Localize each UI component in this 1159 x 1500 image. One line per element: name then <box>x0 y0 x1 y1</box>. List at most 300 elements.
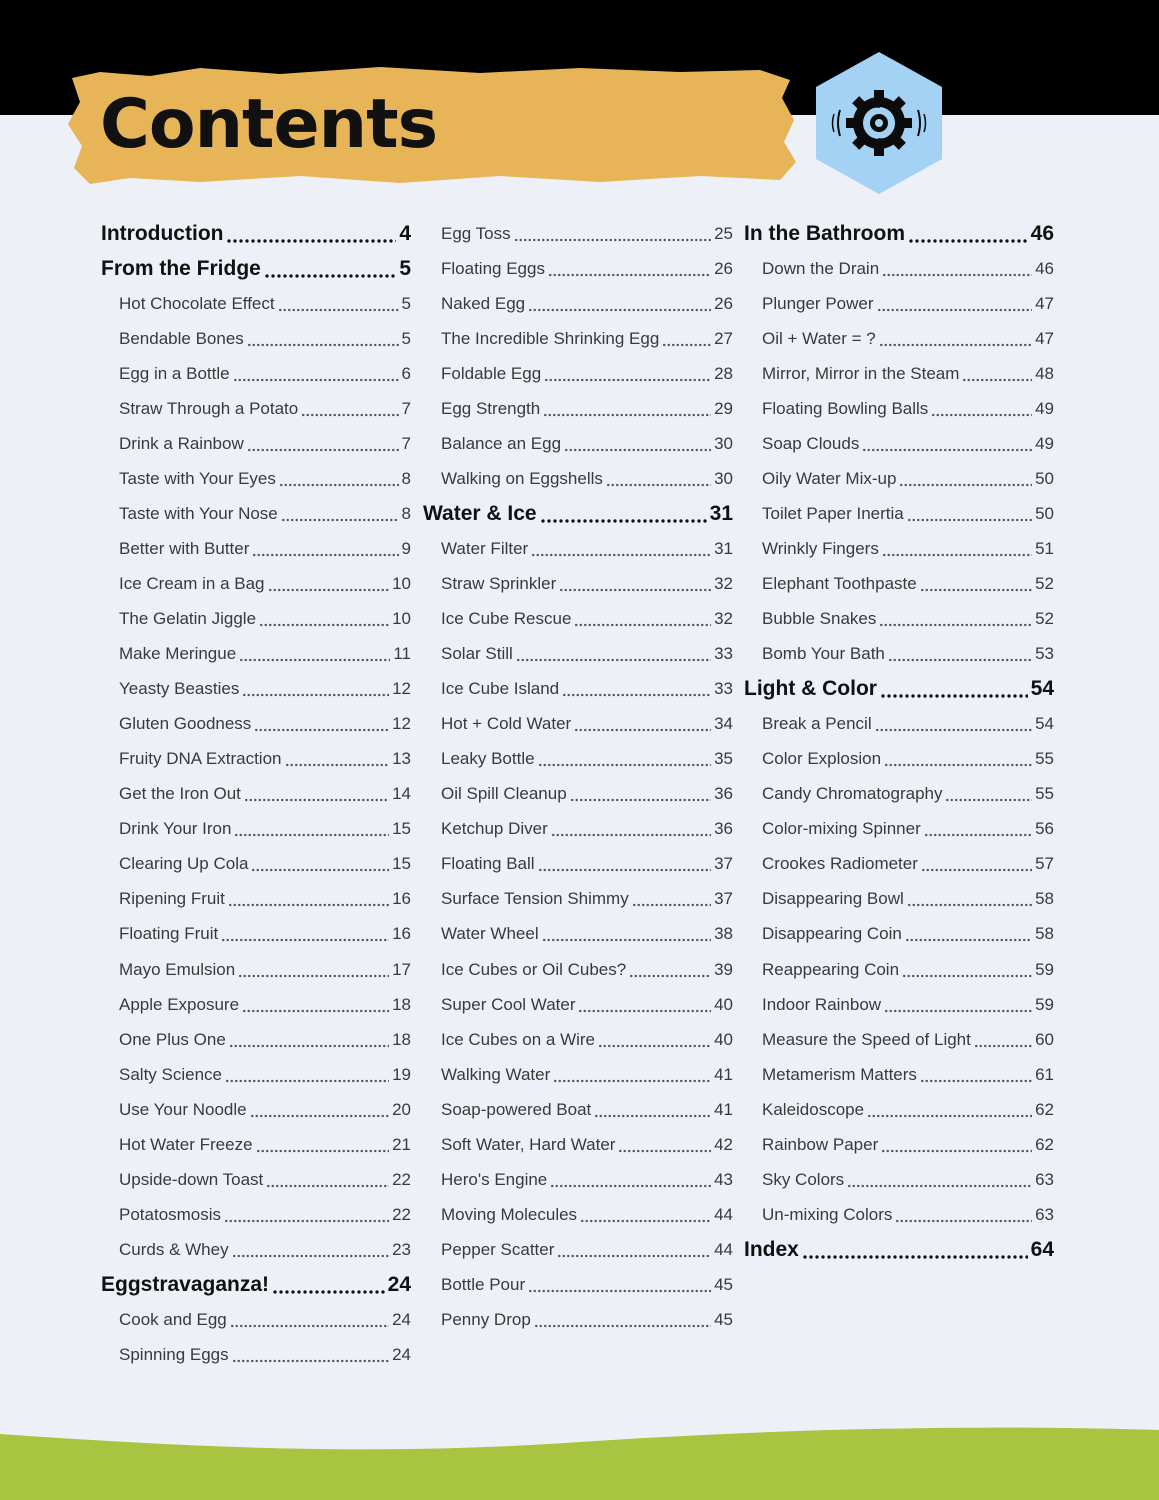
entry-title: Naked Egg <box>441 293 526 313</box>
entry-title: Upside-down Toast <box>119 1169 264 1189</box>
toc-entry <box>423 566 733 601</box>
dot-leader <box>221 938 389 942</box>
entry-title: Bottle Pour <box>441 1274 526 1294</box>
toc-entry <box>101 286 411 321</box>
entry-title: Egg Strength <box>441 398 541 418</box>
entry-title: Drink a Rainbow <box>119 433 244 453</box>
toc-entry <box>744 251 1054 286</box>
entry-title: Moving Molecules <box>441 1204 578 1224</box>
page-number: 31 <box>709 501 733 525</box>
entry-title: Wrinkly Fingers <box>762 538 879 558</box>
toc-entry <box>744 602 1054 637</box>
toc-section-entry <box>101 216 411 251</box>
dot-leader <box>895 1219 1032 1223</box>
entry-title: Water Wheel <box>441 924 539 944</box>
dot-leader <box>899 483 1032 487</box>
page-number: 28 <box>714 363 733 383</box>
toc-entry <box>101 917 411 952</box>
dot-leader <box>239 658 390 662</box>
page-number: 48 <box>1035 363 1054 383</box>
toc-entry <box>101 531 411 566</box>
entry-title: Get the Iron Out <box>119 784 241 804</box>
entry-title: Straw Through a Potato <box>119 398 299 418</box>
entry-title: Soft Water, Hard Water <box>441 1134 616 1154</box>
toc-entry <box>423 356 733 391</box>
dot-leader <box>266 1184 389 1188</box>
entry-title: Floating Fruit <box>119 924 219 944</box>
toc-entry <box>423 882 733 917</box>
page-number: 41 <box>714 1064 733 1084</box>
toc-entry <box>101 356 411 391</box>
entry-title: Eggstravaganza! <box>101 1272 270 1296</box>
entry-title: Potatosmosis <box>119 1204 222 1224</box>
entry-title: Oil Spill Cleanup <box>441 784 567 804</box>
dot-leader <box>247 343 399 347</box>
dot-leader <box>251 868 389 872</box>
toc-entry <box>423 847 733 882</box>
entry-title: Color Explosion <box>762 749 882 769</box>
dot-leader <box>238 974 389 978</box>
toc-entry <box>101 847 411 882</box>
toc-entry <box>101 1302 411 1337</box>
dot-leader <box>264 274 396 278</box>
dot-leader <box>606 483 711 487</box>
entry-title: Bomb Your Bath <box>762 644 885 664</box>
entry-title: Floating Ball <box>441 854 535 874</box>
entry-title: Introduction <box>101 221 224 245</box>
entry-title: Oily Water Mix-up <box>762 468 897 488</box>
dot-leader <box>252 553 398 557</box>
dot-leader <box>574 623 711 627</box>
page-number: 26 <box>714 293 733 313</box>
dot-leader <box>225 1079 389 1083</box>
page-number: 63 <box>1035 1169 1054 1189</box>
page-number: 42 <box>714 1134 733 1154</box>
toc-entry <box>101 1057 411 1092</box>
dot-leader <box>879 623 1032 627</box>
toc-entry <box>744 391 1054 426</box>
toc-entry <box>744 496 1054 531</box>
toc-entry <box>744 812 1054 847</box>
dot-leader <box>268 588 390 592</box>
dot-leader <box>570 798 711 802</box>
dot-leader <box>516 658 711 662</box>
toc-section-entry <box>423 496 733 531</box>
dot-leader <box>229 1044 389 1048</box>
entry-title: Better with Butter <box>119 538 250 558</box>
entry-title: Measure the Speed of Light <box>762 1029 971 1049</box>
entry-title: Use Your Noodle <box>119 1099 247 1119</box>
entry-title: Down the Drain <box>762 258 880 278</box>
entry-title: Candy Chromatography <box>762 784 943 804</box>
page-number: 37 <box>714 889 733 909</box>
toc-entry <box>423 812 733 847</box>
entry-title: Solar Still <box>441 644 513 664</box>
entry-title: Clearing Up Cola <box>119 854 249 874</box>
entry-title: Oil + Water = ? <box>762 328 876 348</box>
dot-leader <box>920 588 1032 592</box>
dot-leader <box>232 1359 389 1363</box>
dot-leader <box>877 308 1033 312</box>
page-number: 22 <box>392 1169 411 1189</box>
toc-entry <box>423 672 733 707</box>
entry-title: Color-mixing Spinner <box>762 819 921 839</box>
entry-title: Reappearing Coin <box>762 959 900 979</box>
entry-title: Water Filter <box>441 538 529 558</box>
page-number: 30 <box>714 468 733 488</box>
page-number: 10 <box>392 609 411 629</box>
dot-leader <box>908 239 1028 243</box>
dot-leader <box>254 728 389 732</box>
toc-column-2 <box>423 216 733 1338</box>
toc-entry <box>744 1022 1054 1057</box>
page-number: 45 <box>714 1274 733 1294</box>
page-number: 59 <box>1035 994 1054 1014</box>
toc-entry <box>744 461 1054 496</box>
dot-leader <box>256 1149 390 1153</box>
dot-leader <box>534 1324 711 1328</box>
page-number: 52 <box>1035 609 1054 629</box>
page-number: 25 <box>714 223 733 243</box>
toc-entry <box>423 1302 733 1337</box>
dot-leader <box>921 868 1032 872</box>
page-number: 7 <box>401 398 411 418</box>
toc-entry <box>423 1092 733 1127</box>
entry-title: Walking on Eggshells <box>441 468 603 488</box>
toc-entry <box>101 1092 411 1127</box>
page-number: 44 <box>714 1204 733 1224</box>
page-number: 13 <box>392 749 411 769</box>
dot-leader <box>228 903 389 907</box>
entry-title: Hot Chocolate Effect <box>119 293 275 313</box>
dot-leader <box>574 728 711 732</box>
toc-entry <box>744 1197 1054 1232</box>
dot-leader <box>540 519 707 523</box>
page-number: 54 <box>1035 714 1054 734</box>
dot-leader <box>553 1079 711 1083</box>
dot-leader <box>279 483 399 487</box>
page-title: Contents <box>100 85 438 164</box>
page-number: 53 <box>1035 644 1054 664</box>
dot-leader <box>924 833 1032 837</box>
entry-title: Ice Cube Island <box>441 679 560 699</box>
page-number: 12 <box>392 679 411 699</box>
toc-entry <box>423 1267 733 1302</box>
page-number: 58 <box>1035 924 1054 944</box>
dot-leader <box>234 833 389 837</box>
dot-leader <box>230 1324 389 1328</box>
entry-title: Bendable Bones <box>119 328 244 348</box>
dot-leader <box>285 763 390 767</box>
page-number: 32 <box>714 573 733 593</box>
page-number: 45 <box>714 1309 733 1329</box>
toc-entry <box>744 426 1054 461</box>
dot-leader <box>244 798 389 802</box>
toc-section-entry <box>744 672 1054 707</box>
page-number: 63 <box>1035 1204 1054 1224</box>
dot-leader <box>598 1044 711 1048</box>
dot-leader <box>224 1219 389 1223</box>
dot-leader <box>618 1149 711 1153</box>
toc-entry <box>101 882 411 917</box>
dot-leader <box>945 798 1032 802</box>
toc-entry <box>101 426 411 461</box>
dot-leader <box>882 553 1032 557</box>
dot-leader <box>884 1009 1032 1013</box>
toc-entry <box>744 321 1054 356</box>
entry-title: Toilet Paper Inertia <box>762 503 904 523</box>
dot-leader <box>905 938 1032 942</box>
entry-title: Un-mixing Colors <box>762 1204 893 1224</box>
page-number: 59 <box>1035 959 1054 979</box>
toc-entry <box>423 216 733 251</box>
toc-entry <box>744 566 1054 601</box>
page-number: 49 <box>1035 398 1054 418</box>
page-number: 31 <box>714 538 733 558</box>
toc-entry <box>101 777 411 812</box>
page-number: 52 <box>1035 573 1054 593</box>
toc-entry <box>423 321 733 356</box>
entry-title: Elephant Toothpaste <box>762 573 917 593</box>
entry-title: Rainbow Paper <box>762 1134 879 1154</box>
entry-title: Straw Sprinkler <box>441 573 557 593</box>
entry-title: In the Bathroom <box>744 221 905 245</box>
entry-title: Light & Color <box>744 677 877 701</box>
toc-entry <box>101 321 411 356</box>
entry-title: Ketchup Diver <box>441 819 548 839</box>
dot-leader <box>562 693 711 697</box>
toc-entry <box>101 1022 411 1057</box>
page-number: 56 <box>1035 819 1054 839</box>
entry-title: Cook and Egg <box>119 1309 227 1329</box>
toc-entry <box>423 1127 733 1162</box>
dot-leader <box>931 413 1032 417</box>
entry-title: Balance an Egg <box>441 433 562 453</box>
page-number: 9 <box>401 538 411 558</box>
page-number: 14 <box>392 784 411 804</box>
entry-title: Gluten Goodness <box>119 714 252 734</box>
toc-column-3 <box>744 216 1054 1267</box>
toc-entry <box>423 987 733 1022</box>
page-number: 5 <box>401 293 411 313</box>
page-number: 17 <box>392 959 411 979</box>
entry-title: Curds & Whey <box>119 1239 229 1259</box>
dot-leader <box>802 1255 1028 1259</box>
dot-leader <box>629 974 711 978</box>
dot-leader <box>557 1254 711 1258</box>
page-number: 15 <box>392 819 411 839</box>
toc-entry <box>101 566 411 601</box>
toc-entry <box>423 952 733 987</box>
page-number: 51 <box>1035 538 1054 558</box>
entry-title: Ice Cream in a Bag <box>119 573 265 593</box>
dot-leader <box>226 239 396 243</box>
dot-leader <box>551 833 711 837</box>
dot-leader <box>902 974 1032 978</box>
entry-title: Index <box>744 1237 799 1261</box>
page-number: 62 <box>1035 1134 1054 1154</box>
page-number: 29 <box>714 398 733 418</box>
entry-title: Drink Your Iron <box>119 819 232 839</box>
page-number: 34 <box>714 714 733 734</box>
toc-entry <box>423 251 733 286</box>
page-number: 60 <box>1035 1029 1054 1049</box>
entry-title: Disappearing Bowl <box>762 889 904 909</box>
dot-leader <box>548 273 711 277</box>
page-number: 55 <box>1035 749 1054 769</box>
toc-entry <box>744 777 1054 812</box>
page-number: 5 <box>399 256 411 280</box>
dot-leader <box>528 1289 711 1293</box>
toc-entry <box>744 742 1054 777</box>
page-number: 6 <box>401 363 411 383</box>
toc-entry <box>423 391 733 426</box>
toc-entry <box>423 917 733 952</box>
page-number: 24 <box>392 1309 411 1329</box>
toc-entry <box>101 812 411 847</box>
page-number: 7 <box>401 433 411 453</box>
dot-leader <box>233 378 399 382</box>
page-number: 35 <box>714 749 733 769</box>
page-number: 4 <box>399 221 411 245</box>
dot-leader <box>974 1044 1032 1048</box>
toc-entry <box>423 286 733 321</box>
page-number: 36 <box>714 819 733 839</box>
toc-section-entry <box>101 251 411 286</box>
page-number: 10 <box>392 573 411 593</box>
page-number: 44 <box>714 1239 733 1259</box>
dot-leader <box>564 448 711 452</box>
page-number: 58 <box>1035 889 1054 909</box>
toc-entry <box>744 286 1054 321</box>
green-ground-wave <box>0 1420 1159 1500</box>
dot-leader <box>544 378 711 382</box>
toc-section-entry <box>744 216 1054 251</box>
toc-entry <box>744 1092 1054 1127</box>
toc-entry <box>423 426 733 461</box>
entry-title: Ice Cube Rescue <box>441 609 572 629</box>
entry-title: Kaleidoscope <box>762 1099 865 1119</box>
entry-title: Mirror, Mirror in the Steam <box>762 363 960 383</box>
dot-leader <box>907 518 1032 522</box>
dot-leader <box>862 448 1032 452</box>
page-number: 50 <box>1035 468 1054 488</box>
page-number: 27 <box>714 328 733 348</box>
entry-title: Fruity DNA Extraction <box>119 749 282 769</box>
dot-leader <box>538 868 712 872</box>
entry-title: Break a Pencil <box>762 714 872 734</box>
toc-entry <box>101 1197 411 1232</box>
dot-leader <box>888 658 1032 662</box>
toc-entry <box>744 637 1054 672</box>
toc-entry <box>744 917 1054 952</box>
entry-title: Make Meringue <box>119 644 237 664</box>
toc-entry <box>423 602 733 637</box>
toc-entry <box>423 1022 733 1057</box>
page-number: 5 <box>401 328 411 348</box>
page-number: 12 <box>392 714 411 734</box>
entry-title: Sky Colors <box>762 1169 845 1189</box>
page-number: 40 <box>714 994 733 1014</box>
toc-entry <box>744 356 1054 391</box>
entry-title: Egg in a Bottle <box>119 363 230 383</box>
page-number: 18 <box>392 1029 411 1049</box>
page-number: 20 <box>392 1099 411 1119</box>
page-number: 40 <box>714 1029 733 1049</box>
page-number: 46 <box>1030 221 1054 245</box>
page-number: 33 <box>714 679 733 699</box>
toc-entry <box>101 952 411 987</box>
dot-leader <box>879 343 1032 347</box>
entry-title: Super Cool Water <box>441 994 576 1014</box>
toc-entry <box>101 1232 411 1267</box>
entry-title: Salty Science <box>119 1064 222 1084</box>
entry-title: Ripening Fruit <box>119 889 225 909</box>
dot-leader <box>542 938 711 942</box>
entry-title: One Plus One <box>119 1029 226 1049</box>
entry-title: Indoor Rainbow <box>762 994 882 1014</box>
entry-title: Ice Cubes or Oil Cubes? <box>441 959 627 979</box>
dot-leader <box>247 448 399 452</box>
page-number: 33 <box>714 644 733 664</box>
entry-title: Hero's Engine <box>441 1169 548 1189</box>
toc-entry <box>101 742 411 777</box>
toc-entry <box>423 742 733 777</box>
entry-title: Foldable Egg <box>441 363 542 383</box>
page-number: 18 <box>392 994 411 1014</box>
toc-entry <box>744 847 1054 882</box>
dot-leader <box>847 1184 1032 1188</box>
toc-entry <box>101 1127 411 1162</box>
page-number: 54 <box>1030 677 1054 701</box>
page-number: 15 <box>392 854 411 874</box>
page-number: 36 <box>714 784 733 804</box>
page-number: 26 <box>714 258 733 278</box>
entry-title: Walking Water <box>441 1064 551 1084</box>
dot-leader <box>907 903 1032 907</box>
dot-leader <box>578 1009 711 1013</box>
entry-title: Soap-powered Boat <box>441 1099 592 1119</box>
entry-title: Disappearing Coin <box>762 924 902 944</box>
entry-title: The Incredible Shrinking Egg <box>441 328 660 348</box>
page-number: 61 <box>1035 1064 1054 1084</box>
toc-entry <box>744 1057 1054 1092</box>
dot-leader <box>875 728 1032 732</box>
toc-entry <box>744 987 1054 1022</box>
toc-entry <box>101 391 411 426</box>
dot-leader <box>514 238 711 242</box>
dot-leader <box>543 413 711 417</box>
entry-title: Leaky Bottle <box>441 749 535 769</box>
page-number: 8 <box>401 468 411 488</box>
page-number: 38 <box>714 924 733 944</box>
page-number: 11 <box>393 644 411 664</box>
entry-title: Metamerism Matters <box>762 1064 917 1084</box>
toc-entry <box>423 637 733 672</box>
entry-title: From the Fridge <box>101 256 261 280</box>
page-number: 32 <box>714 609 733 629</box>
entry-title: Penny Drop <box>441 1309 531 1329</box>
dot-leader <box>531 553 711 557</box>
dot-leader <box>272 1290 385 1294</box>
page-number: 22 <box>392 1204 411 1224</box>
page-number: 39 <box>714 959 733 979</box>
dot-leader <box>538 763 712 767</box>
entry-title: Crookes Radiometer <box>762 854 918 874</box>
dot-leader <box>594 1114 711 1118</box>
toc-entry <box>423 1057 733 1092</box>
dot-leader <box>281 518 399 522</box>
